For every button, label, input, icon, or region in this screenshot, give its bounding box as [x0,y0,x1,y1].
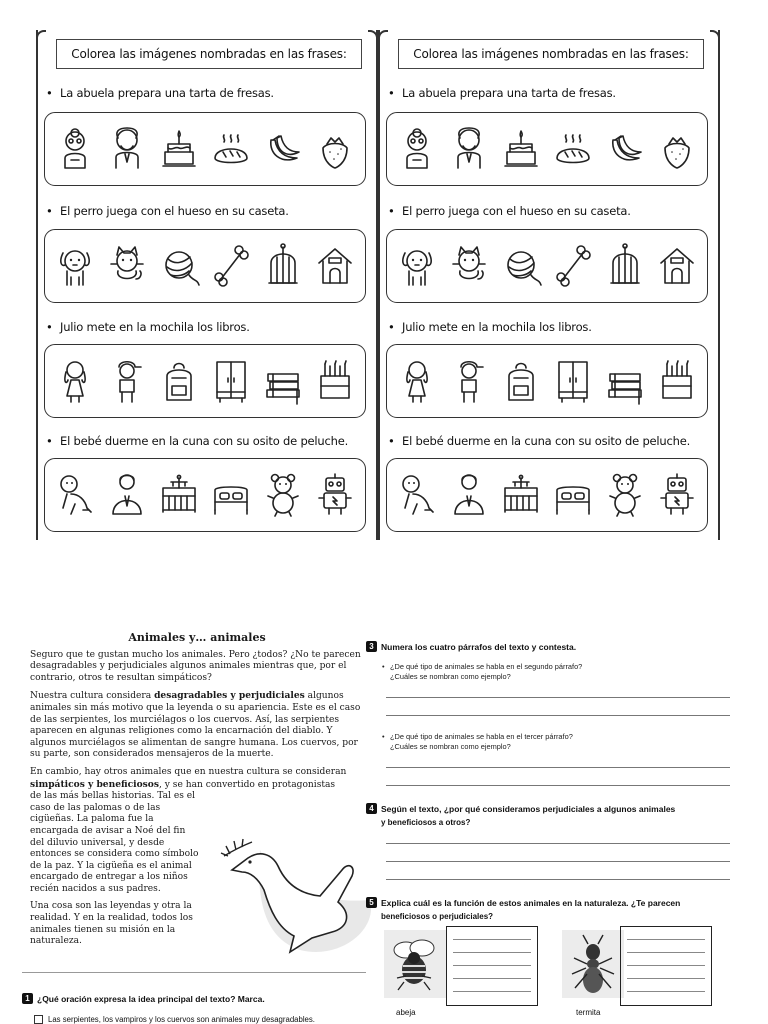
question-3-sub-2: • ¿De qué tipo de animales se habla en el tercer párrafo? ¿Cuáles se nombran como ejemplo? [382,732,573,751]
doghouse-icon[interactable] [655,241,699,291]
bee-caption: abeja [396,1008,416,1017]
backpack-icon[interactable] [157,356,201,406]
question-1-text: ¿Qué oración expresa la idea principal del texto? Marca. [37,993,265,1004]
grandmother-icon[interactable] [53,124,97,174]
worksheet-sentence: • El perro juega con el hueso en su caseta. [388,204,631,218]
cat-icon[interactable] [105,241,149,291]
question-5-number: 5 [366,897,377,908]
robot-icon[interactable] [313,470,357,520]
question-3-text: Numera los cuatro párrafos del texto y contesta. [381,641,577,652]
question-1 [22,990,315,1024]
pencil-case-icon[interactable] [313,356,357,406]
p3-text-a: En cambio, hay otros animales que en nuestra cultura se consideran [30,766,347,777]
man-icon[interactable] [105,470,149,520]
worksheet-title: Colorea las imágenes nombradas en las frases: [56,39,362,69]
strawberry-icon[interactable] [655,124,699,174]
p2-bold: desagradables y perjudiciales [154,690,305,702]
crib-icon[interactable] [157,470,201,520]
answer-line[interactable] [386,879,730,880]
wardrobe-icon[interactable] [551,356,595,406]
worksheet-left [36,30,378,540]
boy-icon[interactable] [447,356,491,406]
paragraph-4: Una cosa son las leyendas y otra la realidad. Y en la realidad, todos los animales tienen su misión en la naturaleza. [30,901,193,947]
paragraph-2 [30,690,364,761]
termite-answer-box[interactable] [620,926,712,1006]
picture-row [44,229,366,303]
question-3-number: 3 [366,641,377,652]
birdcage-icon[interactable] [261,241,305,291]
p3-text-b: , y se han convertido en protagonistas [158,779,336,790]
q3-sub-1-text: ¿De qué tipo de animales se habla en el segundo párrafo? [390,662,583,671]
bee-picture [384,930,446,998]
worksheet-sentence: • El perro juega con el hueso en su caseta. [46,204,289,218]
bread-icon[interactable] [551,124,595,174]
worksheet-sentence: • La abuela prepara una tarta de fresas. [388,86,616,100]
worksheet-sentence: • Julio mete en la mochila los libros. [46,320,250,334]
question-3-sub-1: • ¿De qué tipo de animales se habla en el segundo párrafo? ¿Cuáles se nombran como ejemplo? [382,662,583,681]
answer-line[interactable] [386,715,730,716]
termite-picture [562,930,624,998]
robot-icon[interactable] [655,470,699,520]
yarn-ball-icon[interactable] [499,241,543,291]
teddy-bear-icon[interactable] [603,470,647,520]
answer-line[interactable] [386,697,730,698]
worksheet-sentence: • El bebé duerme en la cuna con su osito de peluche. [46,434,349,448]
worksheet-sentence: • El bebé duerme en la cuna con su osito de peluche. [388,434,691,448]
yarn-ball-icon[interactable] [157,241,201,291]
p3-bold: simpáticos y beneficiosos [30,778,159,790]
bone-icon[interactable] [551,241,595,291]
question-4-number: 4 [366,803,377,814]
question-4 [366,800,736,880]
question-4-text: Según el texto, ¿por qué consideramos perjudiciales a algunos animales [381,803,676,814]
bread-icon[interactable] [209,124,253,174]
cake-icon[interactable] [499,124,543,174]
worksheet-right [378,30,720,540]
question-3 [366,638,736,786]
grandmother-icon[interactable] [395,124,439,174]
dog-icon[interactable] [395,241,439,291]
reading-title: Animales y… animales [128,631,266,644]
question-4-text-2: y beneficiosos a otros? [381,818,471,827]
pencil-case-icon[interactable] [655,356,699,406]
question-5-text: Explica cuál es la función de estos animales en la naturaleza. ¿Te parecen [381,897,681,908]
section-divider [22,972,366,973]
birdcage-icon[interactable] [603,241,647,291]
worksheet-sentence: • Julio mete en la mochila los libros. [388,320,592,334]
strawberry-icon[interactable] [313,124,357,174]
paragraph-1: Seguro que te gustan mucho los animales. Pero ¿todos? ¿No te parecen desagradables y perjudiciales algunos animales mientras que, por el contrario, otros te resultan simpáticos? [30,649,361,683]
option-checkbox[interactable] [34,1015,43,1024]
picture-row [386,458,708,532]
picture-row [386,344,708,418]
q3-sub-1-text-b: ¿Cuáles se nombran como ejemplo? [390,671,511,681]
doghouse-icon[interactable] [313,241,357,291]
wardrobe-icon[interactable] [209,356,253,406]
picture-row [386,112,708,186]
reading-text [30,632,364,954]
worksheet-title: Colorea las imágenes nombradas en las frases: [398,39,704,69]
crib-icon[interactable] [499,470,543,520]
q3-sub-2-text: ¿De qué tipo de animales se habla en el tercer párrafo? [390,732,573,741]
backpack-icon[interactable] [499,356,543,406]
cake-icon[interactable] [157,124,201,174]
termite-caption: termita [576,1008,601,1017]
question-5 [366,894,736,921]
picture-row [386,229,708,303]
books-icon[interactable] [603,356,647,406]
banana-icon[interactable] [603,124,647,174]
baby-icon[interactable] [395,470,439,520]
books-icon[interactable] [261,356,305,406]
dove-illustration [220,810,380,960]
bed-icon[interactable] [209,470,253,520]
girl-icon[interactable] [53,356,97,406]
answer-line[interactable] [386,843,730,844]
grandfather-icon[interactable] [447,124,491,174]
bed-icon[interactable] [551,470,595,520]
question-5-text-2: beneficiosos o perjudiciales? [381,912,494,921]
p2-text-b: algunos animales sin más motivo que la leyenda o su apariencia. Este es el caso de las serpientes, los murciélagos o los cuervos. Así, las serpientes aparecen en algunas religiones como la encarnación del diablo. Y algunos murciélagos se alimentan de sangre humana. Los cuervos, por su parte, son considerados mensajeros de la muerte. [30,691,361,760]
picture-row [44,112,366,186]
picture-row [44,458,366,532]
question-1-number: 1 [22,993,33,1004]
worksheet-sentence: • La abuela prepara una tarta de fresas. [46,86,274,100]
q3-sub-2-text-b: ¿Cuáles se nombran como ejemplo? [390,741,511,751]
grandfather-icon[interactable] [105,124,149,174]
bone-icon[interactable] [209,241,253,291]
baby-icon[interactable] [53,470,97,520]
answer-line[interactable] [386,785,730,786]
girl-icon[interactable] [395,356,439,406]
picture-row [44,344,366,418]
man-icon[interactable] [447,470,491,520]
bee-icon [384,930,446,998]
teddy-bear-icon[interactable] [261,470,305,520]
p3-text-c: de las más bellas historias. Tal es el caso de las palomas o de las cigüeñas. La paloma fue la encargada de avisar a Noé del fin del diluvio universal, y desde entonces se considera como símbolo de la paz. Y la cigüeña es el animal encargado de entregar a los niños recién nacidos a sus padres. [30,791,199,894]
question-1-option [34,1015,315,1024]
option-label: Las serpientes, los vampiros y los cuervos son animales muy desagradables. [48,1015,315,1024]
termite-icon [562,930,624,998]
dog-icon[interactable] [53,241,97,291]
boy-icon[interactable] [105,356,149,406]
p2-text-a: Nuestra cultura considera [30,691,155,702]
cat-icon[interactable] [447,241,491,291]
banana-icon[interactable] [261,124,305,174]
bee-answer-box[interactable] [446,926,538,1006]
answer-line[interactable] [386,767,730,768]
answer-line[interactable] [386,861,730,862]
